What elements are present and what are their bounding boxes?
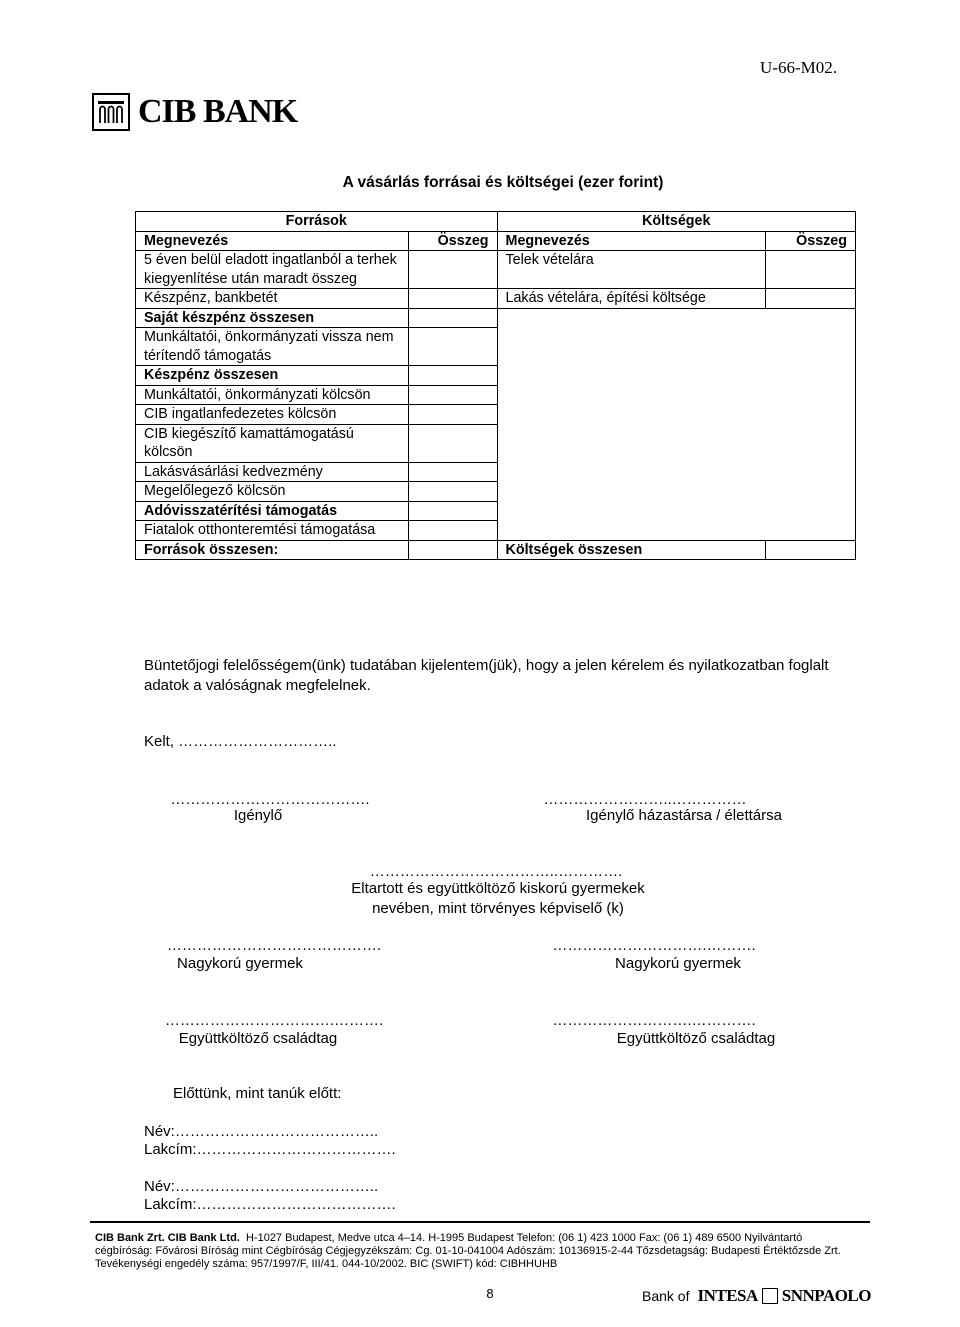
witness2-address-field[interactable]: Lakcím:…………………………………. <box>144 1196 396 1213</box>
document-id: U-66-M02. <box>760 58 837 77</box>
table-row <box>136 385 856 405</box>
logo-text: CIB BANK <box>138 93 298 130</box>
sources-total-amount[interactable] <box>408 540 497 560</box>
row-label: Adóvisszatérítési támogatás <box>136 501 409 521</box>
adult-child-signature-line-1[interactable]: ……………………………………. <box>166 937 382 954</box>
row-cost-empty <box>497 462 855 482</box>
intesa-sanpaolo-logo <box>642 1286 871 1306</box>
costs-total-label: Költségek összesen <box>497 540 766 560</box>
footer-line-3: Tevékenységi engedély száma: 957/1997/F, III/41. 044-10/2002. BIC (SWIFT) kód: CIBHHUHB <box>95 1258 558 1270</box>
guardian-label-1: Eltartott és együttköltöző kiskorú gyermekek <box>351 880 645 897</box>
row-label: CIB ingatlanfedezetes kölcsön <box>136 405 409 425</box>
guardian-label-2: nevében, mint törvényes képviselő (k) <box>372 900 624 917</box>
table-row <box>136 482 856 502</box>
sanpaolo-text: SNNPAOLO <box>781 1286 871 1305</box>
adult-child-label-2: Nagykorú gyermek <box>615 955 741 972</box>
row-cost-empty <box>497 482 855 502</box>
col-amount-header: Összeg <box>408 231 497 251</box>
row-label: Saját készpénz összesen <box>136 308 409 328</box>
row-amount[interactable] <box>408 308 497 328</box>
table-row <box>136 366 856 386</box>
bank-of-text: Bank of <box>642 1288 690 1304</box>
row-amount[interactable] <box>408 521 497 541</box>
sources-header: Források <box>136 212 498 232</box>
row-cost-empty <box>497 501 855 521</box>
witness2-name-field[interactable]: Név:………………………………….. <box>144 1178 379 1195</box>
col-name-header: Megnevezés <box>136 231 409 251</box>
row-amount[interactable] <box>408 501 497 521</box>
row-cost-empty <box>497 308 855 328</box>
row-label: Megelőlegező kölcsön <box>136 482 409 502</box>
cib-bank-logo <box>92 92 297 132</box>
table-row <box>136 521 856 541</box>
row-amount[interactable] <box>408 366 497 386</box>
witness1-name-field[interactable]: Név:………………………………….. <box>144 1123 379 1140</box>
row-cost-empty <box>497 405 855 425</box>
table-row <box>136 424 856 462</box>
adult-child-signature-line-2[interactable]: ………………………….………. <box>552 937 756 954</box>
declaration-text: Büntetőjogi felelősségem(ünk) tudatában kijelentem(jük), hogy a jelen kérelem és nyilatkozatban foglalt adatok a valóságnak megfelelnek. <box>144 657 829 694</box>
row-label: Munkáltatói, önkormányzati kölcsön <box>136 385 409 405</box>
footer-line-2: cégbíróság: Fővárosi Bíróság mint Cégbíróság Cégjegyzékszám: Cg. 01-10-041004 Adószám: 10136915-2-44 Tőzsdetagság: Budapesti Értéktőzsde Zrt. <box>95 1245 841 1257</box>
row-label: 5 éven belül eladott ingatlanból a terhek kiegyenlítése után maradt összeg <box>136 251 409 289</box>
table-row <box>136 308 856 328</box>
row-cost-empty <box>497 366 855 386</box>
date-field[interactable]: Kelt, ………………………….. <box>144 733 337 750</box>
witness-title: Előttünk, mint tanúk előtt: <box>173 1085 342 1102</box>
row-amount[interactable] <box>408 405 497 425</box>
row-amount[interactable] <box>408 424 497 462</box>
sources-total-label: Források összesen: <box>136 540 409 560</box>
table-row <box>136 289 856 309</box>
footer-address: H-1027 Budapest, Medve utca 4–14. H-1995 Budapest Telefon: (06 1) 423 1000 Fax: (06 1) 489 6500 Nyilvántartó <box>245 1232 803 1244</box>
row-cost-empty <box>497 424 855 462</box>
row-label: Lakásvásárlási kedvezmény <box>136 462 409 482</box>
row-cost-label: Telek vételára <box>497 251 766 289</box>
row-amount[interactable] <box>408 482 497 502</box>
household-member-label-1: Együttköltöző családtag <box>178 1030 338 1047</box>
row-amount[interactable] <box>408 328 497 366</box>
footer-line-1 <box>95 1232 841 1245</box>
table-row <box>136 501 856 521</box>
row-cost-amount[interactable] <box>766 251 856 289</box>
table-row <box>136 328 856 366</box>
sources-costs-table <box>135 211 856 560</box>
page-number: 8 <box>486 1286 494 1301</box>
row-label: Készpénz, bankbetét <box>136 289 409 309</box>
table-row <box>136 462 856 482</box>
household-member-label-2: Együttköltöző családtag <box>616 1030 776 1047</box>
household-member-signature-line-2[interactable]: ……………………….…………. <box>552 1012 756 1029</box>
row-amount[interactable] <box>408 462 497 482</box>
footer-divider <box>90 1221 870 1223</box>
row-cost-empty <box>497 328 855 366</box>
household-member-signature-line-1[interactable]: …………………………….………. <box>164 1012 384 1029</box>
table-row <box>136 405 856 425</box>
intesa-text: INTESA <box>697 1286 758 1305</box>
table-row <box>136 251 856 289</box>
row-cost-amount[interactable] <box>766 289 856 309</box>
applicant-signature-line[interactable]: …………………………………. <box>170 791 370 808</box>
page-title: A vásárlás forrásai és költségei (ezer forint) <box>342 174 664 191</box>
witness1-address-field[interactable]: Lakcím:…………………………………. <box>144 1141 396 1158</box>
spouse-signature-line[interactable]: ……………………..…………… <box>543 791 747 808</box>
sanpaolo-emblem-icon <box>762 1288 778 1304</box>
footer-company: CIB Bank Zrt. CIB Bank Ltd. <box>95 1232 240 1244</box>
costs-header: Költségek <box>497 212 855 232</box>
cib-logo-icon <box>92 93 130 131</box>
row-cost-label: Lakás vételára, építési költsége <box>497 289 766 309</box>
row-label: CIB kiegészítő kamattámogatású kölcsön <box>136 424 409 462</box>
row-cost-empty <box>497 385 855 405</box>
footer <box>95 1232 841 1271</box>
spouse-label: Igénylő házastársa / élettársa <box>586 807 782 824</box>
col-amount2-header: Összeg <box>766 231 856 251</box>
table-column-header <box>136 231 856 251</box>
adult-child-label-1: Nagykorú gyermek <box>177 955 303 972</box>
table-section-header <box>136 212 856 232</box>
row-label: Munkáltatói, önkormányzati vissza nem térítendő támogatás <box>136 328 409 366</box>
row-cost-empty <box>497 521 855 541</box>
guardian-signature-line[interactable]: ………………………………..…………. <box>369 863 623 880</box>
applicant-label: Igénylő <box>233 807 283 824</box>
row-amount[interactable] <box>408 251 497 289</box>
row-amount[interactable] <box>408 289 497 309</box>
costs-total-amount[interactable] <box>766 540 856 560</box>
row-label: Fiatalok otthonteremtési támogatása <box>136 521 409 541</box>
table-total-row <box>136 540 856 560</box>
row-amount[interactable] <box>408 385 497 405</box>
col-name2-header: Megnevezés <box>497 231 766 251</box>
row-label: Készpénz összesen <box>136 366 409 386</box>
